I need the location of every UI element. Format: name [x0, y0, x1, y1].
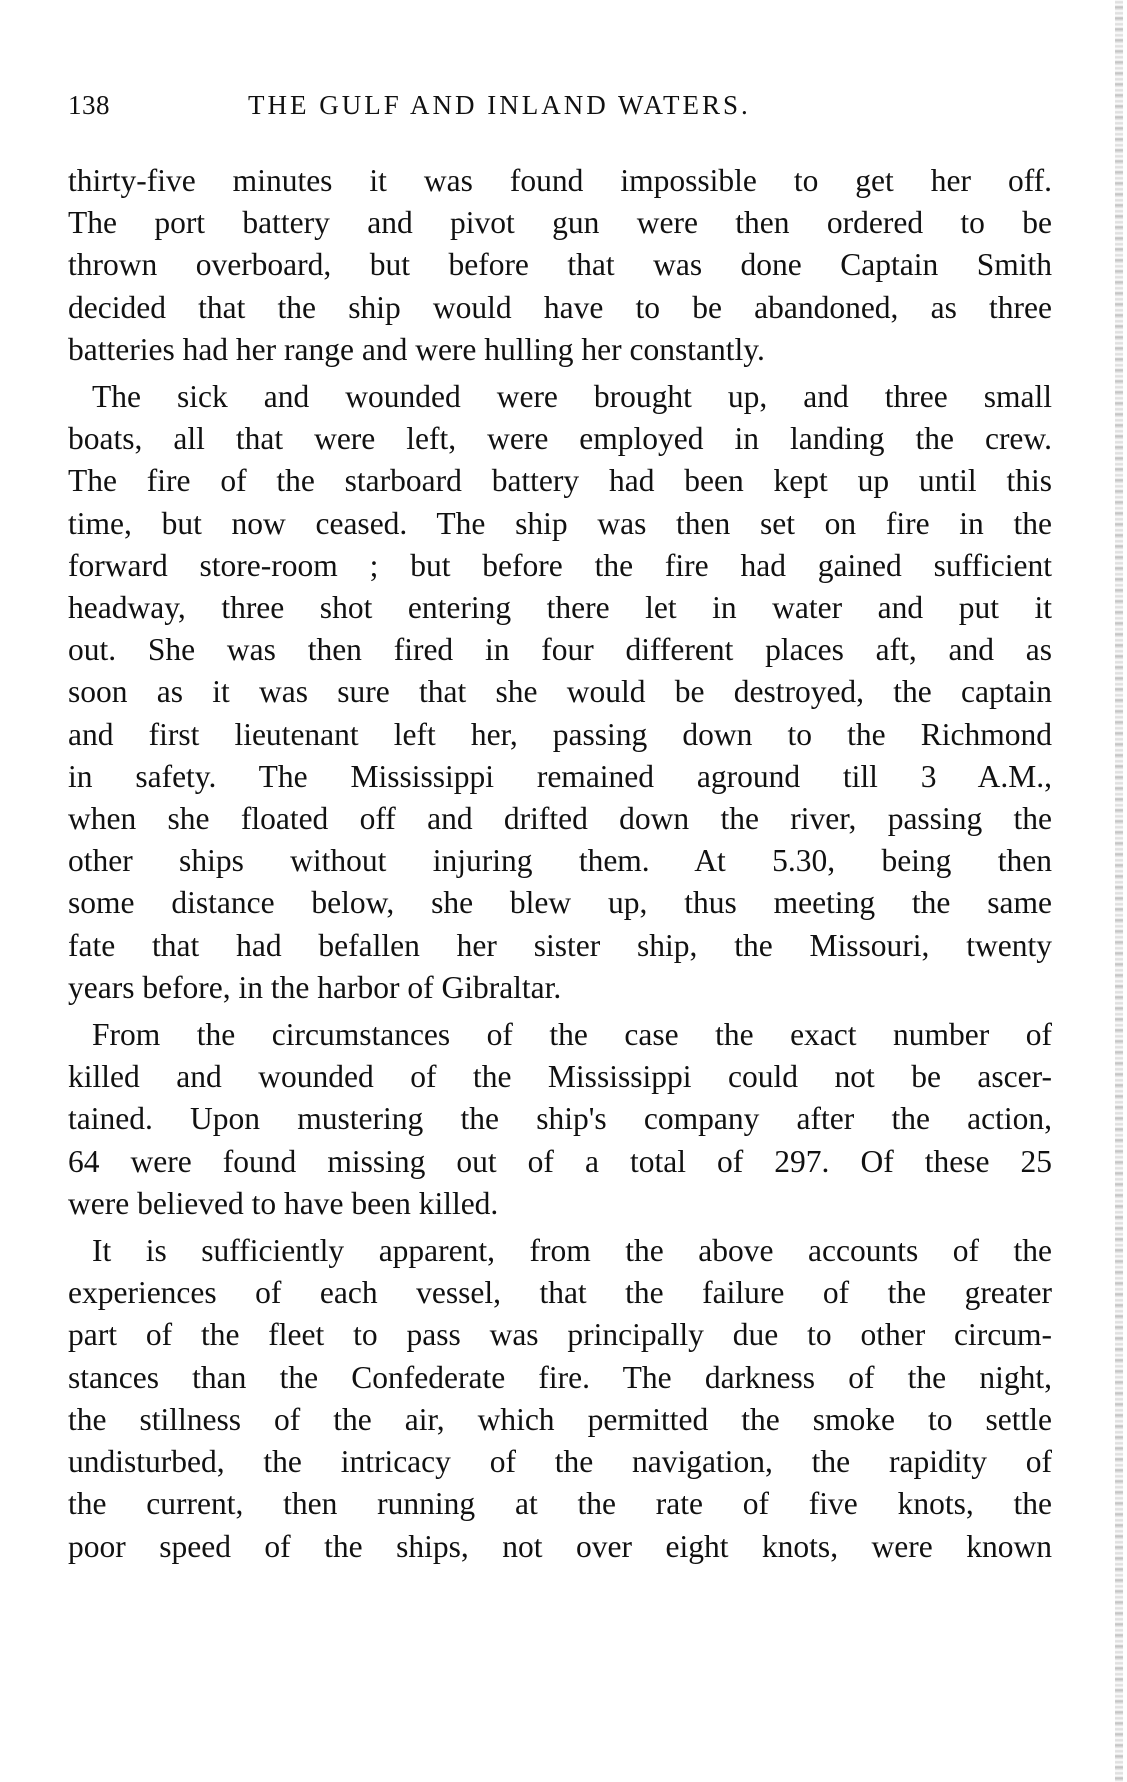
- text-line: the current, then running at the rate of five knots, the: [68, 1486, 1052, 1522]
- text-line: years before, in the harbor of Gibraltar.: [68, 969, 562, 1005]
- text-line: in safety. The Mississippi remained aground till 3 A.M.,: [68, 758, 1052, 794]
- text-line: tained. Upon mustering the ship's company after the action,: [68, 1101, 1052, 1137]
- text-line: out. She was then fired in four different places aft, and as: [68, 632, 1052, 668]
- paragraph: [68, 376, 1052, 1009]
- text-line: other ships without injuring them. At 5.30, being then: [68, 843, 1052, 879]
- body-text: [68, 160, 1052, 1573]
- text-line: experiences of each vessel, that the failure of the greater: [68, 1275, 1052, 1311]
- text-line: forward store-room ; but before the fire had gained sufficient: [68, 547, 1052, 583]
- text-line: some distance below, she blew up, thus meeting the same: [68, 885, 1052, 921]
- text-line: 64 were found missing out of a total of 297. Of these 25: [68, 1143, 1052, 1179]
- text-line: stances than the Confederate fire. The darkness of the night,: [68, 1359, 1052, 1395]
- text-line: From the circumstances of the case the exact number of: [92, 1017, 1052, 1053]
- text-line: were believed to have been killed.: [68, 1185, 499, 1221]
- page-number: 138: [68, 90, 110, 120]
- text-line: part of the fleet to pass was principally due to other circum-: [68, 1317, 1052, 1353]
- text-line: the stillness of the air, which permitted the smoke to settle: [68, 1401, 1052, 1437]
- text-line: poor speed of the ships, not over eight knots, were known: [68, 1528, 1052, 1564]
- text-line: soon as it was sure that she would be destroyed, the captain: [68, 674, 1052, 710]
- page-edge-shadow: [1115, 0, 1123, 1782]
- text-line: when she floated off and drifted down the river, passing the: [68, 801, 1052, 837]
- text-line: headway, three shot entering there let in water and put it: [68, 590, 1052, 626]
- text-line: decided that the ship would have to be abandoned, as three: [68, 289, 1052, 325]
- paragraph: [68, 160, 1052, 371]
- running-head: [68, 90, 1060, 130]
- paragraph: [68, 1230, 1052, 1568]
- text-line: The sick and wounded were brought up, and three small: [92, 379, 1052, 415]
- text-line: The fire of the starboard battery had been kept up until this: [68, 463, 1052, 499]
- text-line: thrown overboard, but before that was done Captain Smith: [68, 247, 1052, 283]
- text-line: undisturbed, the intricacy of the navigation, the rapidity of: [68, 1444, 1052, 1480]
- paragraph: [68, 1014, 1052, 1225]
- text-line: killed and wounded of the Mississippi could not be ascer-: [68, 1059, 1052, 1095]
- text-line: boats, all that were left, were employed in landing the crew.: [68, 421, 1052, 457]
- text-line: time, but now ceased. The ship was then set on fire in the: [68, 505, 1052, 541]
- text-line: batteries had her range and were hulling her constantly.: [68, 331, 765, 367]
- text-line: The port battery and pivot gun were then ordered to be: [68, 205, 1052, 241]
- running-title: THE GULF AND INLAND WATERS.: [248, 90, 751, 120]
- text-line: thirty-five minutes it was found impossible to get her off.: [68, 163, 1052, 198]
- text-line: fate that had befallen her sister ship, the Missouri, twenty: [68, 927, 1052, 963]
- text-line: and first lieutenant left her, passing down to the Richmond: [68, 716, 1052, 752]
- text-line: It is sufficiently apparent, from the above accounts of the: [92, 1233, 1052, 1269]
